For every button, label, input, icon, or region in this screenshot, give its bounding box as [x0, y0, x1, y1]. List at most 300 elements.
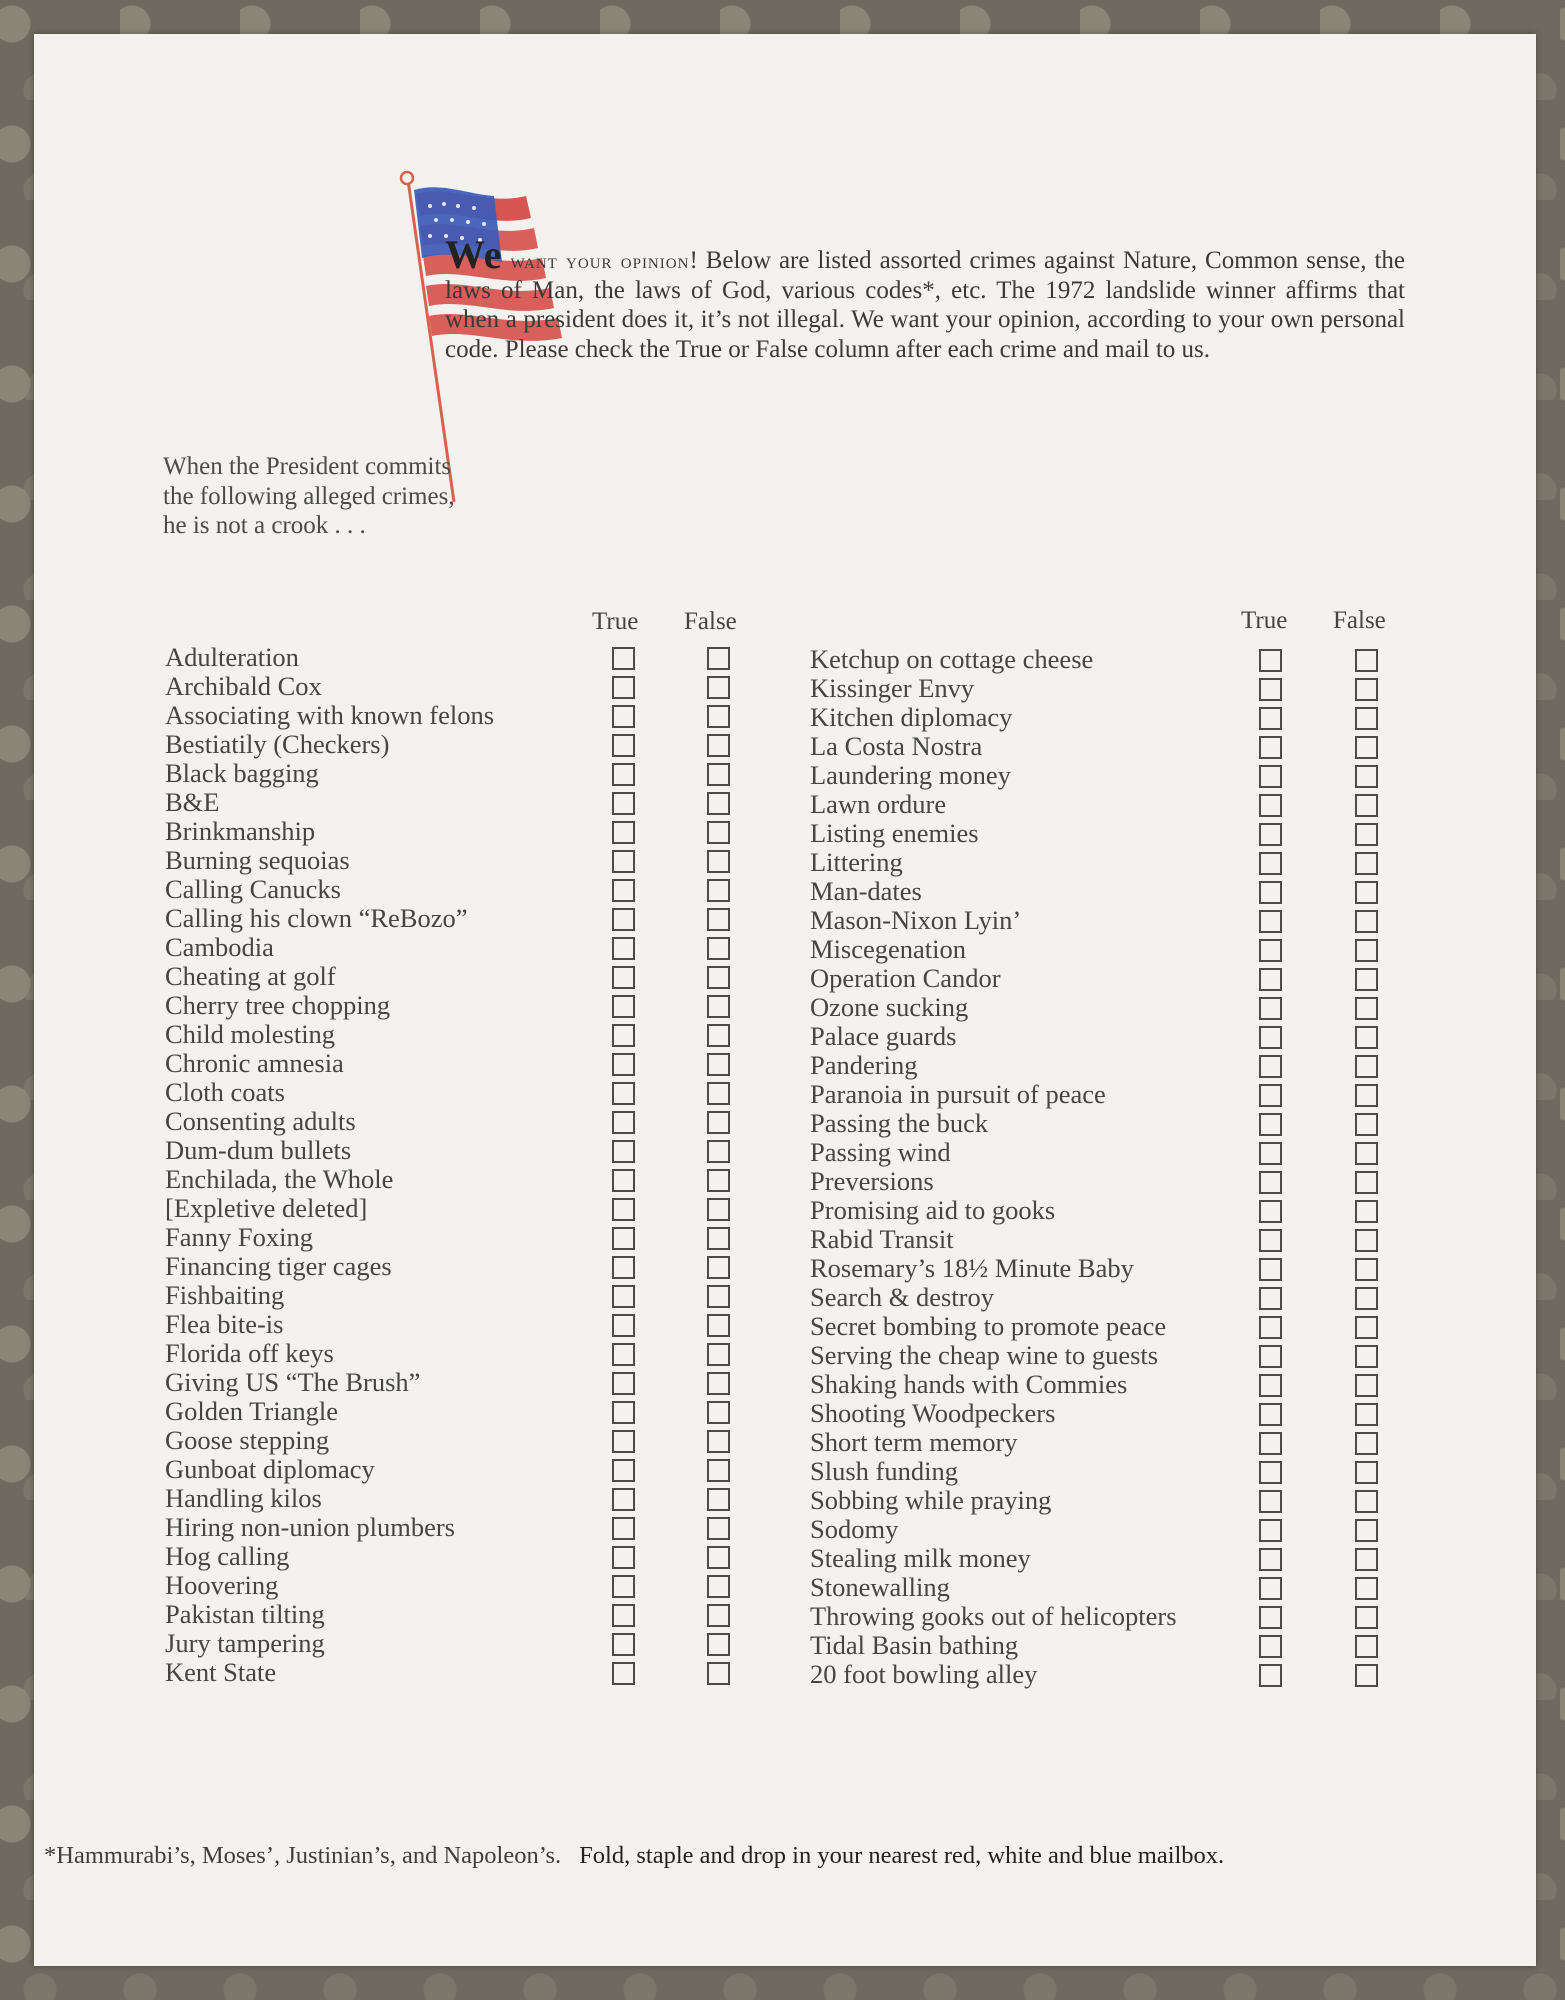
true-checkbox[interactable] [1259, 1635, 1282, 1658]
false-checkbox[interactable] [1355, 649, 1378, 672]
crime-label: Cloth coats [165, 1077, 285, 1107]
true-checkbox[interactable] [1259, 1519, 1282, 1542]
crime-row [165, 1165, 745, 1194]
true-checkbox[interactable] [612, 1314, 635, 1337]
true-checkbox[interactable] [1259, 1374, 1282, 1397]
crime-row [810, 1341, 1380, 1370]
crime-row [810, 645, 1380, 674]
crime-label: Florida off keys [165, 1338, 334, 1368]
crime-row [810, 877, 1380, 906]
true-checkbox[interactable] [612, 1285, 635, 1308]
true-checkbox[interactable] [1259, 1606, 1282, 1629]
false-checkbox[interactable] [1355, 881, 1378, 904]
false-checkbox[interactable] [707, 1111, 730, 1134]
true-checkbox[interactable] [612, 734, 635, 757]
crime-row [165, 1426, 745, 1455]
crime-label: Shaking hands with Commies [810, 1369, 1128, 1399]
crime-row [165, 1455, 745, 1484]
crime-row [165, 701, 745, 730]
crime-row [165, 1049, 745, 1078]
crime-row [810, 906, 1380, 935]
true-checkbox[interactable] [1259, 1316, 1282, 1339]
crime-label: Sodomy [810, 1514, 899, 1544]
false-checkbox[interactable] [1355, 1171, 1378, 1194]
false-checkbox[interactable] [1355, 707, 1378, 730]
crime-row [810, 1544, 1380, 1573]
right-false-header: False [1333, 607, 1386, 634]
true-checkbox[interactable] [612, 792, 635, 815]
false-checkbox[interactable] [707, 1343, 730, 1366]
crime-label: Kent State [165, 1657, 277, 1687]
false-checkbox[interactable] [707, 908, 730, 931]
false-checkbox[interactable] [707, 734, 730, 757]
false-checkbox[interactable] [707, 1517, 730, 1540]
crime-label: Tidal Basin bathing [810, 1630, 1019, 1660]
crime-row [810, 1399, 1380, 1428]
crime-row [165, 817, 745, 846]
crime-row [165, 1078, 745, 1107]
true-checkbox[interactable] [1259, 1461, 1282, 1484]
false-checkbox[interactable] [707, 1314, 730, 1337]
false-checkbox[interactable] [1355, 1606, 1378, 1629]
left-true-header: True [592, 608, 639, 635]
crime-row [165, 1397, 745, 1426]
crime-row [165, 643, 745, 672]
crime-label: Pandering [810, 1050, 918, 1080]
false-checkbox[interactable] [707, 1053, 730, 1076]
crime-label: Man-dates [810, 876, 922, 906]
footnote-instructions: Fold, staple and drop in your nearest red, white and blue mailbox. [579, 1842, 1225, 1869]
crime-row [810, 1660, 1380, 1689]
false-checkbox[interactable] [707, 850, 730, 873]
true-checkbox[interactable] [612, 1459, 635, 1482]
crime-label: Fanny Foxing [165, 1222, 313, 1252]
crime-row [810, 1283, 1380, 1312]
false-checkbox[interactable] [1355, 1200, 1378, 1223]
true-checkbox[interactable] [612, 1633, 635, 1656]
false-checkbox[interactable] [707, 1024, 730, 1047]
false-checkbox[interactable] [1355, 1084, 1378, 1107]
false-checkbox[interactable] [707, 705, 730, 728]
true-checkbox[interactable] [612, 1024, 635, 1047]
crime-row [810, 1486, 1380, 1515]
false-checkbox[interactable] [707, 879, 730, 902]
true-checkbox[interactable] [1259, 1403, 1282, 1426]
false-checkbox[interactable] [1355, 1113, 1378, 1136]
crime-row [810, 1254, 1380, 1283]
crime-label: Shooting Woodpeckers [810, 1398, 1056, 1428]
false-checkbox[interactable] [1355, 1519, 1378, 1542]
crime-row [165, 1484, 745, 1513]
false-checkbox[interactable] [1355, 939, 1378, 962]
crime-row [165, 1281, 745, 1310]
false-checkbox[interactable] [1355, 736, 1378, 759]
true-checkbox[interactable] [612, 1343, 635, 1366]
crime-row [810, 1196, 1380, 1225]
true-checkbox[interactable] [612, 1517, 635, 1540]
false-checkbox[interactable] [1355, 1635, 1378, 1658]
intro-paragraph [445, 232, 1405, 364]
right-true-header: True [1241, 607, 1288, 634]
crime-row [810, 1457, 1380, 1486]
true-checkbox[interactable] [1259, 1113, 1282, 1136]
false-checkbox[interactable] [1355, 968, 1378, 991]
false-checkbox[interactable] [1355, 1577, 1378, 1600]
crime-label: Search & destroy [810, 1282, 994, 1312]
crime-label: Fishbaiting [165, 1280, 285, 1310]
false-checkbox[interactable] [707, 1459, 730, 1482]
false-checkbox[interactable] [707, 1082, 730, 1105]
crime-row [165, 904, 745, 933]
crime-row [810, 1602, 1380, 1631]
true-checkbox[interactable] [612, 908, 635, 931]
crime-row [165, 933, 745, 962]
crime-row [165, 1252, 745, 1281]
true-checkbox[interactable] [1259, 1142, 1282, 1165]
crime-row [810, 1225, 1380, 1254]
crime-row [165, 1571, 745, 1600]
crime-label: Goose stepping [165, 1425, 330, 1455]
crime-row [165, 1310, 745, 1339]
false-checkbox[interactable] [1355, 1229, 1378, 1252]
true-checkbox[interactable] [1259, 1548, 1282, 1571]
true-checkbox[interactable] [612, 1372, 635, 1395]
crime-row [165, 759, 745, 788]
crime-row [810, 1080, 1380, 1109]
crime-label: Throwing gooks out of helicopters [810, 1601, 1177, 1631]
false-checkbox[interactable] [707, 1227, 730, 1250]
crime-label: Passing wind [810, 1137, 951, 1167]
true-checkbox[interactable] [612, 1111, 635, 1134]
crime-label: Listing enemies [810, 818, 979, 848]
false-checkbox[interactable] [707, 1488, 730, 1511]
crime-label: Ozone sucking [810, 992, 969, 1022]
intro-body: ! Below are listed assorted crimes against Nature, Common sense, the laws of Man, the laws of God, various codes*, etc. The 1972 landslide winner affirms that when a president does it, it’s not illegal. We want your opinion, according to your own personal code. Please check the True or False column after each crime and mail to us. [445, 247, 1405, 363]
crime-row [810, 1631, 1380, 1660]
true-checkbox[interactable] [1259, 852, 1282, 875]
crime-label: Lawn ordure [810, 789, 947, 819]
footnote [44, 1842, 1544, 1870]
crime-row [810, 935, 1380, 964]
crime-row [165, 1600, 745, 1629]
false-checkbox[interactable] [707, 763, 730, 786]
crime-label: Cheating at golf [165, 961, 336, 991]
true-checkbox[interactable] [1259, 794, 1282, 817]
crime-row [165, 846, 745, 875]
crime-row [165, 1223, 745, 1252]
crime-row [810, 1370, 1380, 1399]
crime-label: Gunboat diplomacy [165, 1454, 375, 1484]
crime-label: Burning sequoias [165, 845, 350, 875]
false-checkbox[interactable] [707, 966, 730, 989]
true-checkbox[interactable] [612, 966, 635, 989]
true-checkbox[interactable] [612, 1227, 635, 1250]
true-checkbox[interactable] [1259, 1084, 1282, 1107]
false-checkbox[interactable] [1355, 1026, 1378, 1049]
false-checkbox[interactable] [1355, 794, 1378, 817]
crime-row [810, 964, 1380, 993]
crime-row [165, 1542, 745, 1571]
crime-label: Ketchup on cottage cheese [810, 644, 1094, 674]
crime-label: Short term memory [810, 1427, 1018, 1457]
true-checkbox[interactable] [1259, 765, 1282, 788]
true-checkbox[interactable] [612, 995, 635, 1018]
false-checkbox[interactable] [1355, 1055, 1378, 1078]
false-checkbox[interactable] [1355, 997, 1378, 1020]
true-checkbox[interactable] [612, 763, 635, 786]
crime-row [810, 993, 1380, 1022]
crime-label: Serving the cheap wine to guests [810, 1340, 1159, 1370]
true-checkbox[interactable] [1259, 1664, 1282, 1687]
crime-label: Flea bite-is [165, 1309, 284, 1339]
crime-label: Promising aid to gooks [810, 1195, 1056, 1225]
crime-row [165, 788, 745, 817]
false-checkbox[interactable] [707, 1633, 730, 1656]
crime-label: [Expletive deleted] [165, 1193, 368, 1223]
crime-label: B&E [165, 787, 220, 817]
false-checkbox[interactable] [1355, 823, 1378, 846]
crime-label: Rabid Transit [810, 1224, 954, 1254]
crime-label: Pakistan tilting [165, 1599, 325, 1629]
false-checkbox[interactable] [707, 1198, 730, 1221]
true-checkbox[interactable] [1259, 678, 1282, 701]
false-checkbox[interactable] [707, 995, 730, 1018]
false-checkbox[interactable] [1355, 1374, 1378, 1397]
crime-label: Golden Triangle [165, 1396, 338, 1426]
false-checkbox[interactable] [707, 1285, 730, 1308]
crime-row [165, 672, 745, 701]
crime-label: Mason-Nixon Lyin’ [810, 905, 1022, 935]
true-checkbox[interactable] [1259, 1258, 1282, 1281]
crime-label: Enchilada, the Whole [165, 1164, 394, 1194]
true-checkbox[interactable] [612, 1140, 635, 1163]
true-checkbox[interactable] [612, 1198, 635, 1221]
crime-label: Jury tampering [165, 1628, 325, 1658]
crime-label: Hog calling [165, 1541, 290, 1571]
false-checkbox[interactable] [1355, 765, 1378, 788]
crime-label: Passing the buck [810, 1108, 989, 1138]
true-checkbox[interactable] [612, 1546, 635, 1569]
crime-row [165, 991, 745, 1020]
true-checkbox[interactable] [612, 1053, 635, 1076]
crime-row [810, 1515, 1380, 1544]
crime-label: Laundering money [810, 760, 1011, 790]
crime-label: Rosemary’s 18½ Minute Baby [810, 1253, 1134, 1283]
false-checkbox[interactable] [707, 1169, 730, 1192]
true-checkbox[interactable] [1259, 939, 1282, 962]
crime-label: Preversions [810, 1166, 934, 1196]
crime-row [165, 1194, 745, 1223]
crime-label: Stonewalling [810, 1572, 950, 1602]
lead-text: When the President commits the following alleged crimes, he is not a crook . . . [163, 453, 455, 539]
true-checkbox[interactable] [612, 937, 635, 960]
true-checkbox[interactable] [1259, 649, 1282, 672]
crime-label: Giving US “The Brush” [165, 1367, 421, 1397]
intro-lead-in: want your opinion [510, 248, 690, 273]
crime-row [810, 1312, 1380, 1341]
left-false-header: False [684, 608, 737, 635]
true-checkbox[interactable] [1259, 1287, 1282, 1310]
true-checkbox[interactable] [612, 821, 635, 844]
crime-label: Associating with known felons [165, 700, 495, 730]
false-checkbox[interactable] [707, 937, 730, 960]
crime-row [810, 703, 1380, 732]
crime-label: Kissinger Envy [810, 673, 975, 703]
crime-label: Stealing milk money [810, 1543, 1031, 1573]
crime-label: La Costa Nostra [810, 731, 983, 761]
false-checkbox[interactable] [1355, 1490, 1378, 1513]
crime-label: Chronic amnesia [165, 1048, 344, 1078]
crime-row [165, 962, 745, 991]
false-checkbox[interactable] [1355, 1345, 1378, 1368]
false-checkbox[interactable] [707, 1140, 730, 1163]
crime-label: Hoovering [165, 1570, 279, 1600]
crime-label: Calling Canucks [165, 874, 341, 904]
crime-label: Operation Candor [810, 963, 1001, 993]
crime-row [810, 674, 1380, 703]
false-checkbox[interactable] [1355, 910, 1378, 933]
true-checkbox[interactable] [1259, 1432, 1282, 1455]
true-checkbox[interactable] [612, 1169, 635, 1192]
true-checkbox[interactable] [1259, 881, 1282, 904]
true-checkbox[interactable] [1259, 1345, 1282, 1368]
crime-label: Child molesting [165, 1019, 336, 1049]
crime-label: Cambodia [165, 932, 274, 962]
false-checkbox[interactable] [1355, 1403, 1378, 1426]
true-checkbox[interactable] [1259, 823, 1282, 846]
true-checkbox[interactable] [612, 1662, 635, 1685]
false-checkbox[interactable] [707, 1604, 730, 1627]
false-checkbox[interactable] [1355, 1461, 1378, 1484]
true-checkbox[interactable] [1259, 997, 1282, 1020]
true-checkbox[interactable] [612, 879, 635, 902]
crime-row [810, 1051, 1380, 1080]
crime-label: Calling his clown “ReBozo” [165, 903, 468, 933]
left-crime-list [165, 643, 745, 1687]
true-checkbox[interactable] [1259, 1026, 1282, 1049]
crime-label: Secret bombing to promote peace [810, 1311, 1167, 1341]
true-checkbox[interactable] [612, 705, 635, 728]
crime-row [165, 1136, 745, 1165]
true-checkbox[interactable] [612, 1256, 635, 1279]
crime-label: Sobbing while praying [810, 1485, 1052, 1515]
crime-label: Archibald Cox [165, 671, 322, 701]
crime-label: 20 foot bowling alley [810, 1659, 1038, 1689]
crime-label: Slush funding [810, 1456, 958, 1486]
crime-label: Cherry tree chopping [165, 990, 391, 1020]
false-checkbox[interactable] [707, 792, 730, 815]
false-checkbox[interactable] [1355, 1258, 1378, 1281]
crime-row [810, 1167, 1380, 1196]
true-checkbox[interactable] [1259, 736, 1282, 759]
crime-label: Handling kilos [165, 1483, 322, 1513]
true-checkbox[interactable] [1259, 1229, 1282, 1252]
true-checkbox[interactable] [1259, 707, 1282, 730]
true-checkbox[interactable] [1259, 1055, 1282, 1078]
crime-row [810, 1573, 1380, 1602]
crime-row [810, 1428, 1380, 1457]
crime-row [165, 1107, 745, 1136]
true-checkbox[interactable] [612, 647, 635, 670]
false-checkbox[interactable] [707, 1401, 730, 1424]
crime-row [165, 1368, 745, 1397]
true-checkbox[interactable] [1259, 1200, 1282, 1223]
crime-label: Miscegenation [810, 934, 967, 964]
crime-row [165, 1658, 745, 1687]
true-checkbox[interactable] [1259, 1171, 1282, 1194]
true-checkbox[interactable] [1259, 1490, 1282, 1513]
crime-label: Littering [810, 847, 903, 877]
false-checkbox[interactable] [707, 676, 730, 699]
false-checkbox[interactable] [707, 1256, 730, 1279]
false-checkbox[interactable] [1355, 1664, 1378, 1687]
false-checkbox[interactable] [1355, 1142, 1378, 1165]
true-checkbox[interactable] [612, 1401, 635, 1424]
crime-label: Consenting adults [165, 1106, 356, 1136]
true-checkbox[interactable] [1259, 910, 1282, 933]
false-checkbox[interactable] [1355, 852, 1378, 875]
crime-row [165, 1513, 745, 1542]
true-checkbox[interactable] [612, 1488, 635, 1511]
false-checkbox[interactable] [707, 647, 730, 670]
crime-label: Kitchen diplomacy [810, 702, 1013, 732]
true-checkbox[interactable] [612, 1604, 635, 1627]
crime-label: Dum-dum bullets [165, 1135, 352, 1165]
crime-row [810, 819, 1380, 848]
crime-row [165, 1629, 745, 1658]
false-checkbox[interactable] [707, 1372, 730, 1395]
false-checkbox[interactable] [1355, 1287, 1378, 1310]
true-checkbox[interactable] [612, 1430, 635, 1453]
crime-label: Bestiatily (Checkers) [165, 729, 390, 759]
crime-row [810, 1109, 1380, 1138]
crime-row [165, 730, 745, 759]
true-checkbox[interactable] [612, 1575, 635, 1598]
true-checkbox[interactable] [1259, 1577, 1282, 1600]
false-checkbox[interactable] [707, 1430, 730, 1453]
true-checkbox[interactable] [612, 1082, 635, 1105]
crime-label: Brinkmanship [165, 816, 316, 846]
crime-row [165, 1339, 745, 1368]
false-checkbox[interactable] [1355, 1548, 1378, 1571]
crime-row [810, 732, 1380, 761]
false-checkbox[interactable] [1355, 1316, 1378, 1339]
right-crime-list [810, 645, 1380, 1689]
crime-label: Palace guards [810, 1021, 957, 1051]
false-checkbox[interactable] [707, 1546, 730, 1569]
crime-label: Black bagging [165, 758, 319, 788]
false-checkbox[interactable] [707, 821, 730, 844]
crime-label: Paranoia in pursuit of peace [810, 1079, 1106, 1109]
false-checkbox[interactable] [707, 1575, 730, 1598]
crime-label: Financing tiger cages [165, 1251, 392, 1281]
crime-label: Adulteration [165, 642, 299, 672]
true-checkbox[interactable] [612, 676, 635, 699]
crime-row [810, 1138, 1380, 1167]
true-checkbox[interactable] [1259, 968, 1282, 991]
true-checkbox[interactable] [612, 850, 635, 873]
crime-row [810, 848, 1380, 877]
false-checkbox[interactable] [1355, 1432, 1378, 1455]
crime-row [810, 790, 1380, 819]
drop-cap: We [445, 232, 503, 277]
false-checkbox[interactable] [707, 1662, 730, 1685]
crime-row [165, 1020, 745, 1049]
crime-row [165, 875, 745, 904]
footnote-codes: *Hammurabi’s, Moses’, Justinian’s, and Napoleon’s. [44, 1842, 562, 1869]
false-checkbox[interactable] [1355, 678, 1378, 701]
crime-label: Hiring non-union plumbers [165, 1512, 455, 1542]
